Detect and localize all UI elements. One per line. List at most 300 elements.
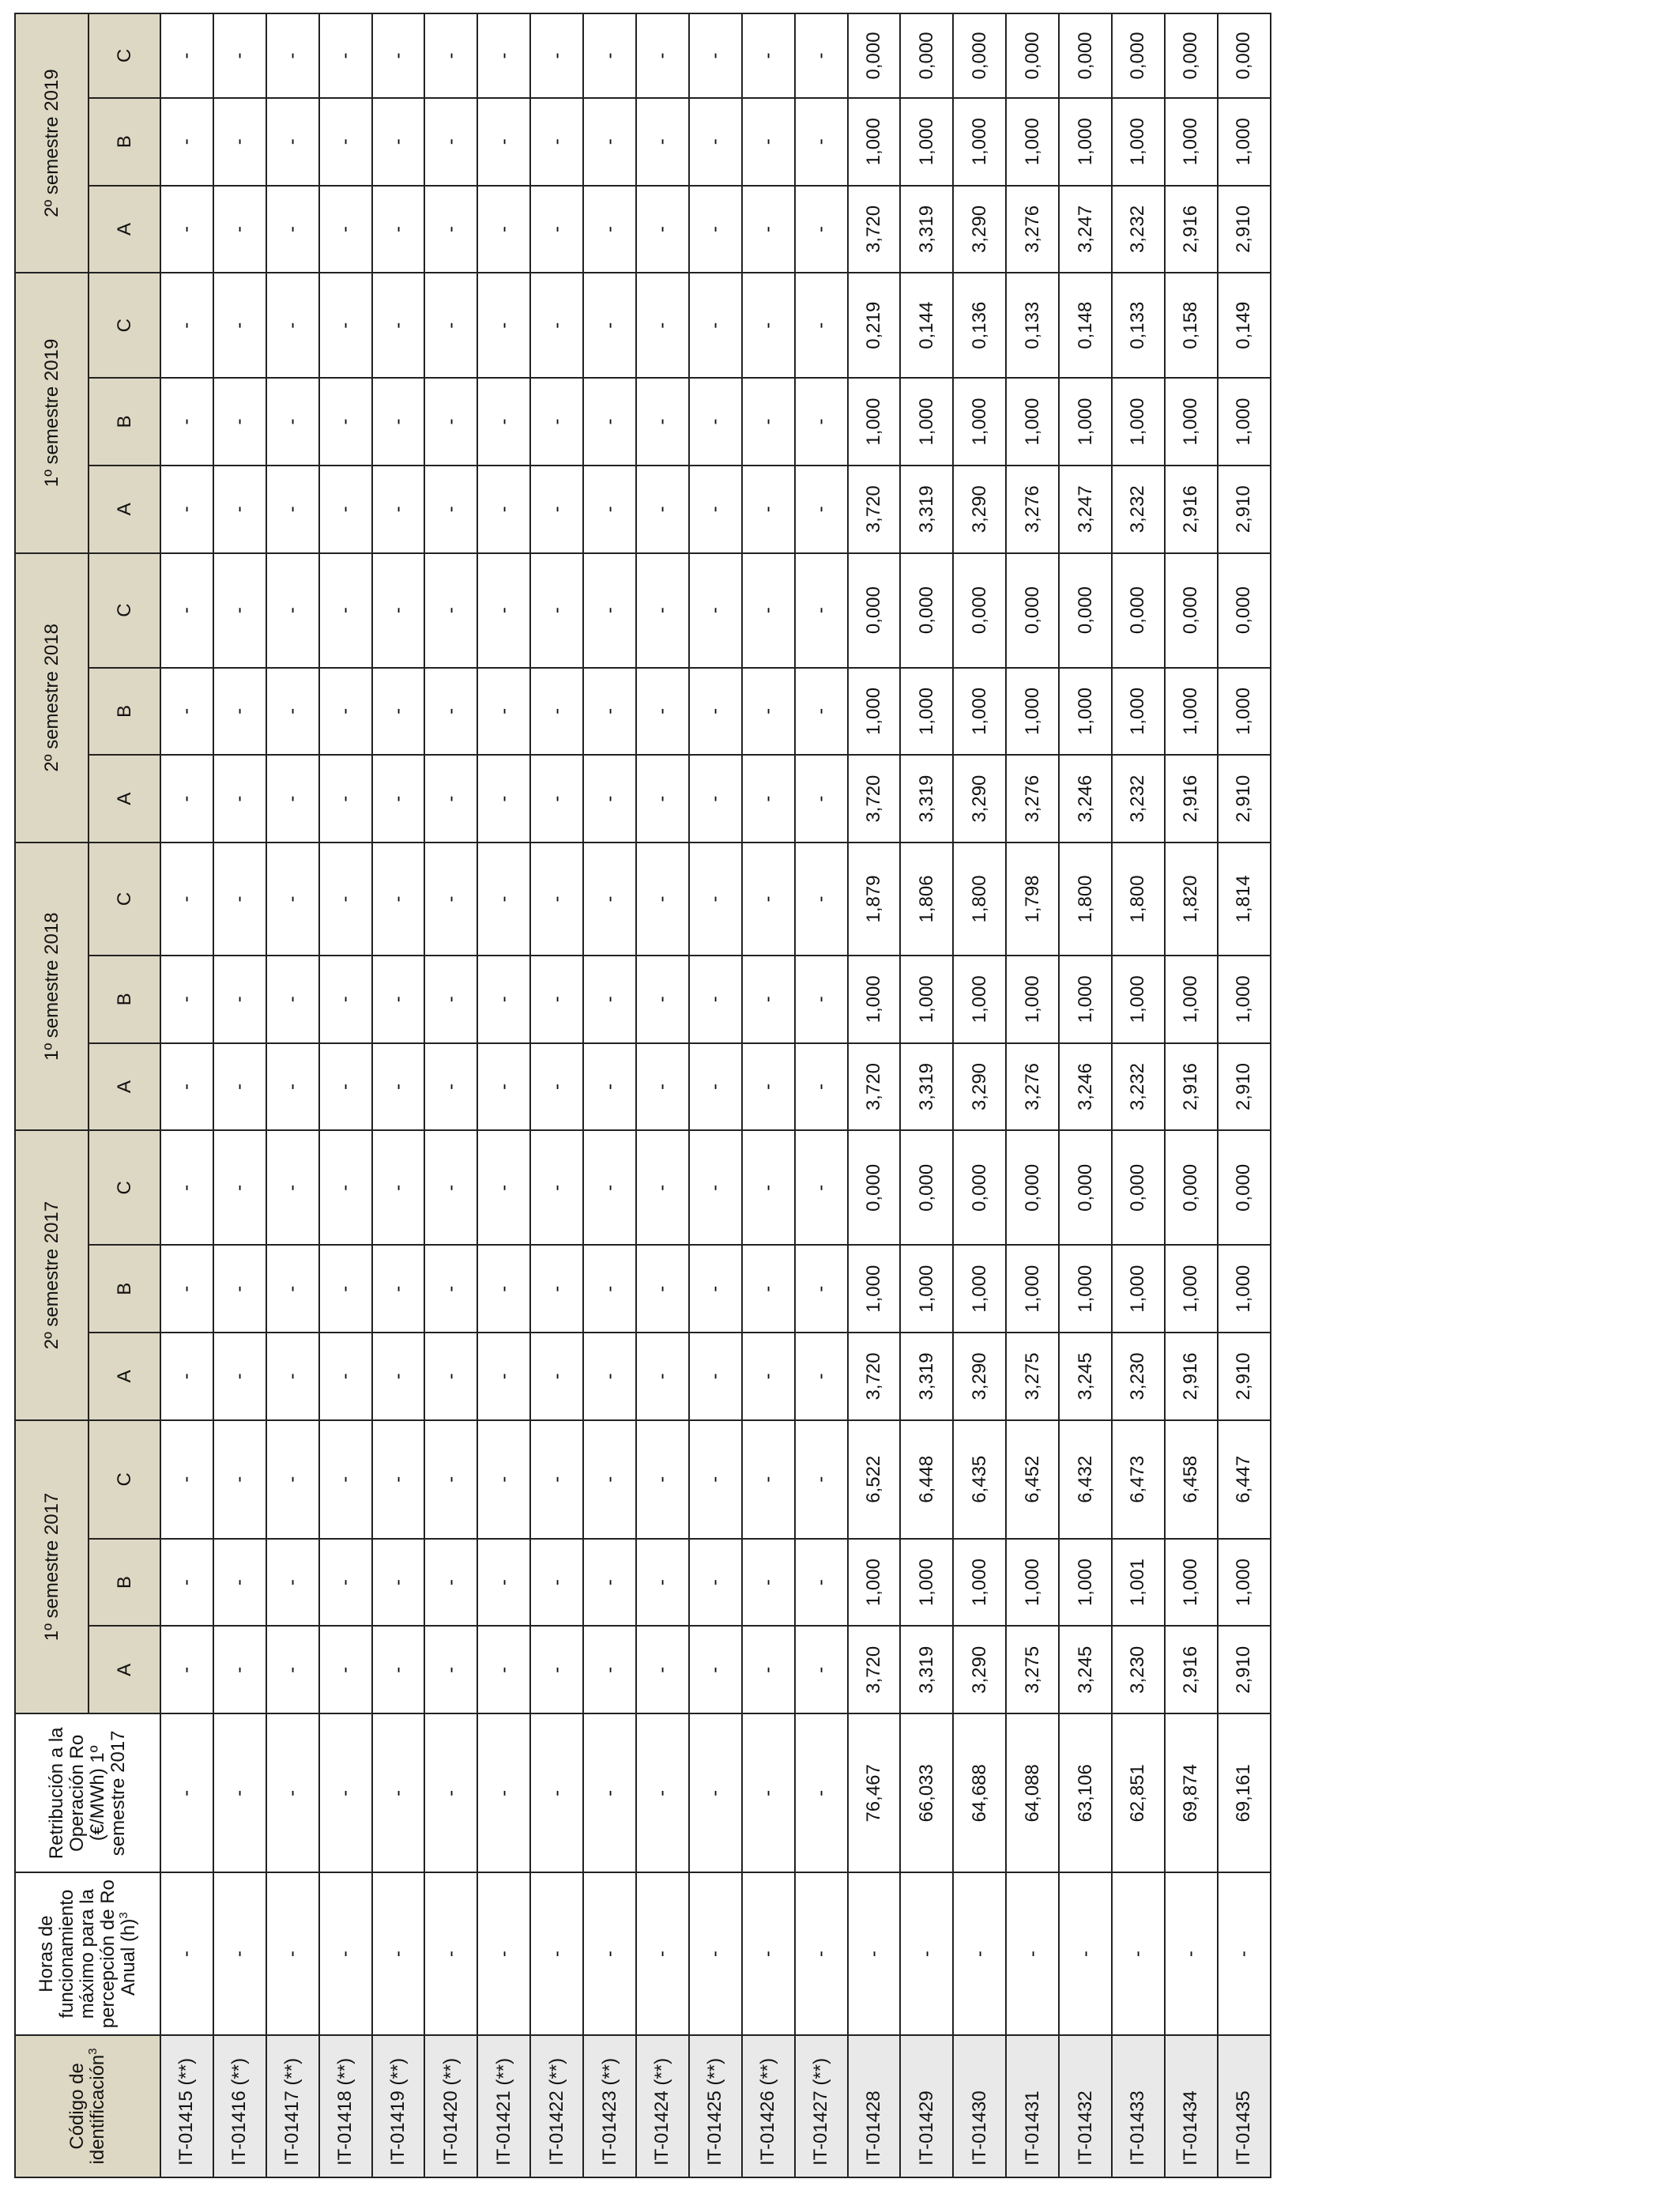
row-value: 1,000 (1059, 956, 1112, 1043)
row-value: 2,916 (1165, 1333, 1218, 1420)
row-value: 1,000 (1006, 1539, 1059, 1627)
row-value: - (583, 98, 636, 186)
row-ro: - (160, 1713, 213, 1872)
row-code: IT-01428 (848, 2035, 901, 2177)
row-value: 1,000 (1059, 1245, 1112, 1333)
row-horas: - (848, 1873, 901, 2035)
row-value: - (424, 13, 477, 98)
row-value: - (372, 1539, 425, 1627)
row-value: - (530, 1420, 583, 1539)
row-value: - (583, 1420, 636, 1539)
row-value: - (689, 1420, 742, 1539)
row-value: - (689, 1626, 742, 1713)
row-value: - (477, 1130, 530, 1245)
row-value: 3,290 (953, 1043, 1006, 1131)
row-value: - (636, 1420, 689, 1539)
row-value: 1,806 (900, 843, 953, 956)
row-ro: 63,106 (1059, 1713, 1112, 1872)
row-value: 3,720 (848, 1333, 901, 1420)
row-ro: - (583, 1713, 636, 1872)
row-value: - (424, 755, 477, 843)
row-value: - (372, 98, 425, 186)
row-value: - (372, 956, 425, 1043)
row-value: 1,000 (1218, 98, 1271, 186)
row-value: 1,000 (848, 378, 901, 466)
subheader-b: B (89, 1539, 160, 1627)
row-value: - (636, 553, 689, 668)
table-row (213, 13, 266, 2177)
row-value: - (266, 273, 319, 378)
row-value: 1,000 (1218, 956, 1271, 1043)
row-value: - (319, 98, 372, 186)
row-value: - (689, 98, 742, 186)
row-value: - (319, 553, 372, 668)
row-horas: - (583, 1873, 636, 2035)
row-value: - (795, 378, 848, 466)
row-value: 1,000 (1006, 378, 1059, 466)
row-value: - (530, 1626, 583, 1713)
row-value: - (266, 755, 319, 843)
row-value: 3,246 (1059, 755, 1112, 843)
row-value: - (424, 98, 477, 186)
row-value: - (530, 1130, 583, 1245)
row-value: - (319, 1420, 372, 1539)
row-value: - (266, 956, 319, 1043)
row-value: 0,000 (1165, 13, 1218, 98)
row-code: IT-01429 (900, 2035, 953, 2177)
row-ro: - (530, 1713, 583, 1872)
row-value: 1,000 (1006, 98, 1059, 186)
row-value: 0,133 (1112, 273, 1165, 378)
row-value: 0,000 (1112, 553, 1165, 668)
row-value: 1,814 (1218, 843, 1271, 956)
row-value: 1,000 (1059, 668, 1112, 756)
row-value: 0,000 (900, 13, 953, 98)
row-value: - (689, 1043, 742, 1131)
row-value: - (742, 1420, 795, 1539)
table-row (583, 13, 636, 2177)
row-value: - (583, 1333, 636, 1420)
subheader-a: A (89, 1043, 160, 1131)
row-value: - (213, 273, 266, 378)
row-value: - (160, 273, 213, 378)
row-value: - (477, 466, 530, 553)
row-value: - (266, 13, 319, 98)
row-value: 1,000 (953, 1539, 1006, 1627)
row-value: - (372, 668, 425, 756)
header-period: 2º semestre 2018 (15, 553, 89, 843)
row-value: - (689, 843, 742, 956)
row-value: - (583, 755, 636, 843)
row-value: - (689, 956, 742, 1043)
row-value: 0,000 (848, 13, 901, 98)
retribution-table (14, 13, 1271, 2178)
row-value: 3,319 (900, 466, 953, 553)
row-value: - (266, 186, 319, 273)
row-value: - (636, 755, 689, 843)
row-value: - (319, 1130, 372, 1245)
row-value: - (424, 553, 477, 668)
row-code: IT-01419 (**) (372, 2035, 425, 2177)
row-value: 1,000 (900, 1245, 953, 1333)
table-row (1165, 13, 1218, 2177)
row-value: - (424, 843, 477, 956)
row-value: 1,800 (953, 843, 1006, 956)
row-value: 3,232 (1112, 186, 1165, 273)
row-value: - (636, 1626, 689, 1713)
row-value: - (477, 668, 530, 756)
row-value: 3,275 (1006, 1333, 1059, 1420)
row-value: 3,275 (1006, 1626, 1059, 1713)
row-value: - (795, 1626, 848, 1713)
row-value: 1,000 (848, 1539, 901, 1627)
row-value: - (742, 1245, 795, 1333)
row-value: 0,000 (1218, 1130, 1271, 1245)
row-value: - (424, 378, 477, 466)
row-value: 3,245 (1059, 1626, 1112, 1713)
table-row (900, 13, 953, 2177)
row-value: 3,319 (900, 1626, 953, 1713)
row-value: - (583, 378, 636, 466)
subheader-c: C (89, 553, 160, 668)
table-row (266, 13, 319, 2177)
row-value: - (689, 378, 742, 466)
row-value: 3,247 (1059, 466, 1112, 553)
row-value: - (213, 1333, 266, 1420)
row-code: IT-01417 (**) (266, 2035, 319, 2177)
row-value: 3,245 (1059, 1333, 1112, 1420)
row-value: 1,000 (848, 956, 901, 1043)
row-value: - (213, 98, 266, 186)
subheader-c: C (89, 1130, 160, 1245)
row-value: - (372, 1420, 425, 1539)
row-value: - (636, 466, 689, 553)
row-value: 3,290 (953, 1333, 1006, 1420)
row-horas: - (742, 1873, 795, 2035)
row-horas: - (319, 1873, 372, 2035)
row-value: - (689, 466, 742, 553)
row-value: 1,000 (1218, 378, 1271, 466)
row-value: - (266, 553, 319, 668)
subheader-c: C (89, 843, 160, 956)
row-value: 1,000 (900, 1539, 953, 1627)
row-horas: - (213, 1873, 266, 2035)
row-value: - (742, 843, 795, 956)
row-value: 0,000 (1006, 13, 1059, 98)
row-ro: - (636, 1713, 689, 1872)
row-horas: - (266, 1873, 319, 2035)
row-value: - (583, 13, 636, 98)
row-value: - (742, 98, 795, 186)
row-value: 0,000 (1165, 1130, 1218, 1245)
row-value: 0,148 (1059, 273, 1112, 378)
row-value: - (319, 273, 372, 378)
row-value: - (319, 1043, 372, 1131)
row-value: - (160, 1539, 213, 1627)
row-ro: - (266, 1713, 319, 1872)
table-row (424, 13, 477, 2177)
subheader-b: B (89, 956, 160, 1043)
row-value: - (160, 843, 213, 956)
row-value: - (319, 843, 372, 956)
row-value: - (742, 1539, 795, 1627)
row-horas: - (477, 1873, 530, 2035)
row-value: 6,458 (1165, 1420, 1218, 1539)
row-ro: - (319, 1713, 372, 1872)
row-value: - (213, 553, 266, 668)
subheader-b: B (89, 378, 160, 466)
row-value: 3,290 (953, 755, 1006, 843)
row-value: - (583, 956, 636, 1043)
row-value: 0,158 (1165, 273, 1218, 378)
row-value: - (477, 378, 530, 466)
row-code: IT-01426 (**) (742, 2035, 795, 2177)
row-value: - (636, 273, 689, 378)
row-horas: - (1112, 1873, 1165, 2035)
row-value: - (689, 1245, 742, 1333)
row-value: 3,319 (900, 755, 953, 843)
row-value: - (742, 668, 795, 756)
row-value: 1,000 (1165, 668, 1218, 756)
row-value: - (636, 98, 689, 186)
row-value: - (372, 273, 425, 378)
row-value: 6,435 (953, 1420, 1006, 1539)
table-row (1006, 13, 1059, 2177)
row-value: - (530, 1043, 583, 1131)
row-code: IT-01427 (**) (795, 2035, 848, 2177)
row-value: - (530, 668, 583, 756)
row-value: - (636, 843, 689, 956)
row-value: - (583, 1043, 636, 1131)
row-value: - (266, 1539, 319, 1627)
row-value: 1,001 (1112, 1539, 1165, 1627)
row-value: - (424, 1245, 477, 1333)
row-value: - (742, 13, 795, 98)
row-value: - (213, 13, 266, 98)
row-value: 6,452 (1006, 1420, 1059, 1539)
header-period: 1º semestre 2018 (15, 843, 89, 1130)
row-value: 1,000 (1059, 378, 1112, 466)
row-value: - (477, 1539, 530, 1627)
row-value: - (636, 956, 689, 1043)
row-value: - (477, 186, 530, 273)
row-code: IT-01433 (1112, 2035, 1165, 2177)
header-retribucion: Retribución a la Operación Ro (€/MWh) 1º semestre 2017 (15, 1713, 160, 1872)
row-value: - (160, 1420, 213, 1539)
row-value: - (319, 1539, 372, 1627)
row-value: - (266, 98, 319, 186)
row-value: - (530, 553, 583, 668)
row-value: - (319, 378, 372, 466)
row-value: - (742, 755, 795, 843)
row-value: 1,000 (953, 378, 1006, 466)
row-value: - (795, 1420, 848, 1539)
row-code: IT-01434 (1165, 2035, 1218, 2177)
row-value: 1,000 (1165, 956, 1218, 1043)
row-value: 3,720 (848, 1626, 901, 1713)
row-value: 3,290 (953, 186, 1006, 273)
row-value: - (583, 1130, 636, 1245)
table-row (1218, 13, 1271, 2177)
row-horas: - (900, 1873, 953, 2035)
row-ro: - (689, 1713, 742, 1872)
table-row (795, 13, 848, 2177)
row-value: - (583, 1245, 636, 1333)
row-value: 0,000 (1059, 553, 1112, 668)
row-value: 1,000 (953, 668, 1006, 756)
row-value: - (319, 186, 372, 273)
row-value: - (583, 553, 636, 668)
row-value: - (319, 1626, 372, 1713)
row-value: 3,290 (953, 466, 1006, 553)
row-value: 2,916 (1165, 1043, 1218, 1131)
row-ro: 69,161 (1218, 1713, 1271, 1872)
row-horas: - (160, 1873, 213, 2035)
row-value: 0,219 (848, 273, 901, 378)
row-value: - (372, 1043, 425, 1131)
row-value: - (742, 553, 795, 668)
row-value: 3,230 (1112, 1333, 1165, 1420)
row-value: 0,133 (1006, 273, 1059, 378)
row-value: 3,246 (1059, 1043, 1112, 1131)
table-row (1059, 13, 1112, 2177)
row-value: - (160, 1130, 213, 1245)
row-value: 1,000 (1112, 98, 1165, 186)
row-value: 0,000 (1218, 13, 1271, 98)
row-value: 1,000 (953, 1245, 1006, 1333)
row-value: 1,820 (1165, 843, 1218, 956)
row-value: - (689, 186, 742, 273)
row-value: 2,916 (1165, 1626, 1218, 1713)
row-value: - (266, 1420, 319, 1539)
row-value: - (795, 186, 848, 273)
row-value: 3,276 (1006, 755, 1059, 843)
row-ro: 66,033 (900, 1713, 953, 1872)
row-horas: - (1006, 1873, 1059, 2035)
header-period: 2º semestre 2019 (15, 13, 89, 273)
header-period: 1º semestre 2017 (15, 1420, 89, 1713)
row-value: 2,910 (1218, 466, 1271, 553)
row-value: - (636, 1539, 689, 1627)
row-value: 1,000 (1165, 1245, 1218, 1333)
row-code: IT-01418 (**) (319, 2035, 372, 2177)
table-row (160, 13, 213, 2177)
row-value: - (477, 755, 530, 843)
row-value: 6,473 (1112, 1420, 1165, 1539)
row-value: - (372, 1130, 425, 1245)
row-value: - (372, 843, 425, 956)
row-value: - (795, 553, 848, 668)
row-value: - (213, 1043, 266, 1131)
row-value: - (689, 755, 742, 843)
row-code: IT-01415 (**) (160, 2035, 213, 2177)
row-value: 2,910 (1218, 186, 1271, 273)
row-value: - (424, 1333, 477, 1420)
row-value: - (530, 98, 583, 186)
header-period: 1º semestre 2019 (15, 273, 89, 552)
table-row (372, 13, 425, 2177)
row-ro: - (424, 1713, 477, 1872)
row-value: 1,000 (953, 98, 1006, 186)
row-value: 0,136 (953, 273, 1006, 378)
row-code: IT-01416 (**) (213, 2035, 266, 2177)
row-value: 1,000 (1165, 98, 1218, 186)
row-value: 3,720 (848, 466, 901, 553)
row-value: - (372, 13, 425, 98)
row-value: 3,720 (848, 186, 901, 273)
row-value: - (795, 98, 848, 186)
row-value: - (742, 466, 795, 553)
subheader-a: A (89, 466, 160, 553)
row-ro: - (742, 1713, 795, 1872)
row-value: 2,916 (1165, 755, 1218, 843)
row-value: - (372, 186, 425, 273)
row-value: - (795, 1245, 848, 1333)
row-value: 0,000 (1006, 553, 1059, 668)
row-ro: - (795, 1713, 848, 1872)
row-value: 1,000 (1112, 668, 1165, 756)
row-ro: 64,088 (1006, 1713, 1059, 1872)
row-value: - (689, 273, 742, 378)
row-value: - (636, 1333, 689, 1420)
row-value: - (213, 1539, 266, 1627)
row-value: 3,319 (900, 1333, 953, 1420)
row-value: 3,720 (848, 1043, 901, 1131)
table-body (160, 13, 1271, 2177)
row-value: - (795, 843, 848, 956)
row-value: 3,232 (1112, 755, 1165, 843)
row-value: - (160, 553, 213, 668)
row-value: 1,000 (1006, 956, 1059, 1043)
subheader-c: C (89, 273, 160, 378)
row-value: 0,000 (900, 553, 953, 668)
row-value: 1,000 (953, 956, 1006, 1043)
row-horas: - (795, 1873, 848, 2035)
row-value: - (477, 1626, 530, 1713)
row-value: - (160, 1626, 213, 1713)
row-horas: - (424, 1873, 477, 2035)
row-value: - (213, 843, 266, 956)
row-value: - (213, 755, 266, 843)
row-value: 1,000 (1112, 1245, 1165, 1333)
subheader-b: B (89, 1245, 160, 1333)
row-value: - (319, 13, 372, 98)
row-value: - (530, 1333, 583, 1420)
row-value: - (477, 98, 530, 186)
row-value: 1,000 (900, 98, 953, 186)
subheader-a: A (89, 1333, 160, 1420)
row-value: 0,000 (1218, 553, 1271, 668)
row-value: 1,000 (1218, 1539, 1271, 1627)
row-value: - (319, 1333, 372, 1420)
row-code: IT-01423 (**) (583, 2035, 636, 2177)
row-value: - (424, 186, 477, 273)
row-value: - (266, 1333, 319, 1420)
row-value: - (424, 1626, 477, 1713)
row-value: 1,000 (848, 668, 901, 756)
row-value: - (160, 466, 213, 553)
row-value: - (160, 1245, 213, 1333)
row-value: - (372, 755, 425, 843)
row-value: - (583, 186, 636, 273)
row-value: - (742, 1043, 795, 1131)
row-value: 0,000 (1059, 13, 1112, 98)
row-value: - (477, 1420, 530, 1539)
row-value: - (319, 956, 372, 1043)
row-value: - (795, 13, 848, 98)
row-value: 0,000 (1165, 553, 1218, 668)
row-value: - (266, 466, 319, 553)
